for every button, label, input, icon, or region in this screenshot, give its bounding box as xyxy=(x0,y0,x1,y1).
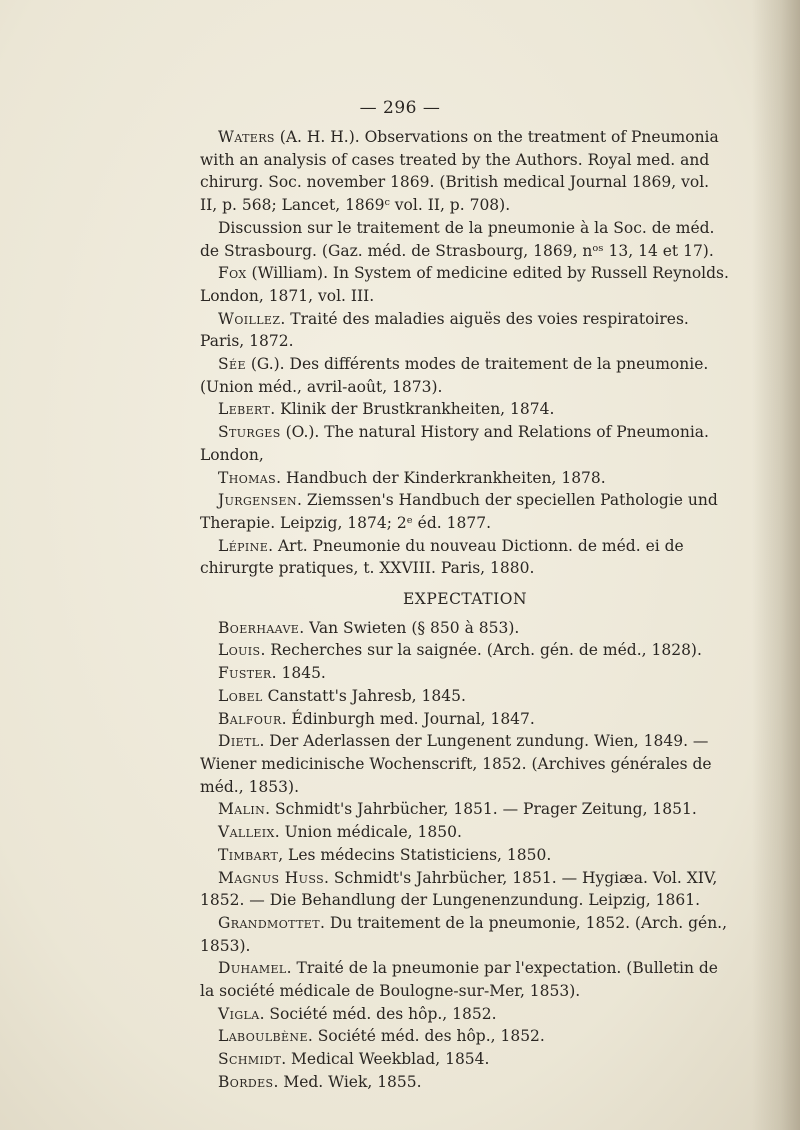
bibliography-entry xyxy=(200,685,730,708)
entry-text: . Ziemssen's Handbuch der speciellen Pathologie und Therapie. Leipzig, 1874; 2ᵉ éd. 1877. xyxy=(200,491,718,532)
entry-author: Lebert xyxy=(218,400,271,419)
bibliography-list-top xyxy=(200,126,730,580)
bibliography-entry xyxy=(200,662,730,685)
bibliography-entry xyxy=(200,708,730,731)
entry-author: Louis xyxy=(218,641,261,660)
entry-author: Dietl xyxy=(218,732,260,751)
entry-text: . Société méd. des hôp., 1852. xyxy=(307,1027,545,1046)
entry-author: Duhamel xyxy=(218,959,287,978)
entry-text: . Édinburgh med. Journal, 1847. xyxy=(281,709,535,728)
bibliography-entry xyxy=(200,398,730,421)
bibliography-entry xyxy=(200,957,730,1002)
entry-author: Bordes xyxy=(218,1072,274,1091)
bibliography-entry xyxy=(200,1048,730,1071)
entry-author: Waters xyxy=(218,128,275,146)
entry-text: (O.). The natural History and Relations of Pneumonia. London, xyxy=(200,423,709,464)
entry-text: . Van Swieten (§ 850 à 853). xyxy=(299,618,520,637)
bibliography-entry xyxy=(200,535,730,580)
entry-text: . Traité de la pneumonie par l'expectation. (Bulletin de la société médicale de Boulogne-sur-Mer, 1853). xyxy=(200,959,718,1001)
entry-author: Valleix xyxy=(218,823,275,842)
entry-author: Lépine xyxy=(218,536,269,555)
entry-author: Magnus Huss xyxy=(218,868,325,887)
bibliography-entry xyxy=(200,1003,730,1026)
entry-text: . Traité des maladies aiguës des voies respiratoires. Paris, 1872. xyxy=(200,309,689,351)
bibliography-list-expectation xyxy=(200,617,730,1094)
page-edge-shadow xyxy=(752,0,800,1130)
entry-text: Canstatt's Jahresb, 1845. xyxy=(262,686,466,705)
entry-text: . Société méd. des hôp., 1852. xyxy=(259,1004,497,1023)
entry-author: Fuster xyxy=(218,664,272,683)
entry-text: , Les médecins Statisticiens, 1850. xyxy=(278,845,552,864)
bibliography-entry xyxy=(200,821,730,844)
entry-author: Woillez xyxy=(218,309,281,328)
bibliography-content xyxy=(200,126,730,1094)
bibliography-entry xyxy=(200,467,730,490)
bibliography-entry xyxy=(200,798,730,821)
bibliography-entry xyxy=(200,262,730,307)
bibliography-entry xyxy=(200,639,730,662)
bibliography-entry xyxy=(200,844,730,867)
entry-author: Schmidt xyxy=(218,1050,282,1069)
bibliography-entry xyxy=(200,1071,730,1094)
bibliography-entry xyxy=(200,217,730,262)
entry-author: Timbart xyxy=(218,845,279,864)
page-number: — 296 — xyxy=(359,98,441,118)
entry-text: . Recherches sur la saignée. (Arch. gén. de méd., 1828). xyxy=(260,641,702,660)
entry-text: (A. H. H.). Observations on the treatment of Pneumonia with an analysis of cases treated by the Authors. Royal med. and chirurg. Soc. november 1869. (British medical Journal 1869, vol. II, p. 568; Lancet, 1869ᶜ vol. II, p. 708). xyxy=(200,128,719,215)
entry-text: . Du traitement de la pneumonie, 1852. (Arch. gén., 1853). xyxy=(200,913,728,955)
entry-text: (William). In System of medicine edited by Russell Reynolds. London, 1871, vol. III. xyxy=(200,264,729,305)
bibliography-entry xyxy=(200,421,730,466)
entry-text: . Schmidt's Jahrbücher, 1851. — Prager Zeitung, 1851. xyxy=(265,800,697,819)
entry-text: . Med. Wiek, 1855. xyxy=(273,1072,422,1091)
entry-author: Malin xyxy=(218,800,266,819)
entry-author: Sturges xyxy=(218,423,281,442)
entry-author: Laboulbène xyxy=(218,1027,308,1046)
bibliography-entry xyxy=(200,308,730,353)
entry-text: Discussion sur le traitement de la pneumonie à la Soc. de méd. de Strasbourg. (Gaz. méd. de Strasbourg, 1869, nᵒˢ 13, 14 et 17). xyxy=(200,218,715,260)
entry-text: . Medical Weekblad, 1854. xyxy=(281,1050,490,1069)
bibliography-entry xyxy=(200,1025,730,1048)
entry-author: Balfour xyxy=(218,709,282,728)
entry-author: Boerhaave xyxy=(218,618,300,637)
entry-author: Fox xyxy=(218,264,247,283)
entry-text: (G.). Des différents modes de traitement de la pneumonie. (Union méd., avril-août, 1873). xyxy=(200,355,709,396)
entry-text: . Union médicale, 1850. xyxy=(274,823,462,842)
bibliography-entry xyxy=(200,489,730,534)
entry-text: . Schmidt's Jahrbücher, 1851. — Hygiæa. Vol. XIV, 1852. — Die Behandlung der Lungenenzundung. Leipzig, 1861. xyxy=(200,868,718,910)
bibliography-entry xyxy=(200,126,730,217)
entry-author: Sée xyxy=(218,355,246,374)
entry-text: . 1845. xyxy=(271,664,326,683)
bibliography-entry xyxy=(200,867,730,912)
bibliography-entry xyxy=(200,353,730,398)
bibliography-entry xyxy=(200,730,730,798)
bibliography-entry xyxy=(200,912,730,957)
entry-text: . Der Aderlassen der Lungenent zundung. Wien, 1849. — Wiener medicinische Wochenscrift, 1852. (Archives générales de méd., 1853). xyxy=(200,732,712,796)
entry-author: Thomas xyxy=(218,468,277,487)
entry-author: Lobel xyxy=(218,686,263,705)
entry-text: . Art. Pneumonie du nouveau Dictionn. de méd. ei de chirurgte pratiques, t. XXVIII. Paris, 1880. xyxy=(200,536,684,578)
entry-text: . Klinik der Brustkrankheiten, 1874. xyxy=(270,400,555,419)
entry-author: Jurgensen xyxy=(218,491,297,510)
entry-author: Grandmottet xyxy=(218,913,320,932)
entry-text: . Handbuch der Kinderkrankheiten, 1878. xyxy=(276,468,606,487)
entry-author: Vigla xyxy=(218,1004,260,1023)
section-heading: EXPECTATION xyxy=(402,590,528,609)
bibliography-entry xyxy=(200,617,730,640)
